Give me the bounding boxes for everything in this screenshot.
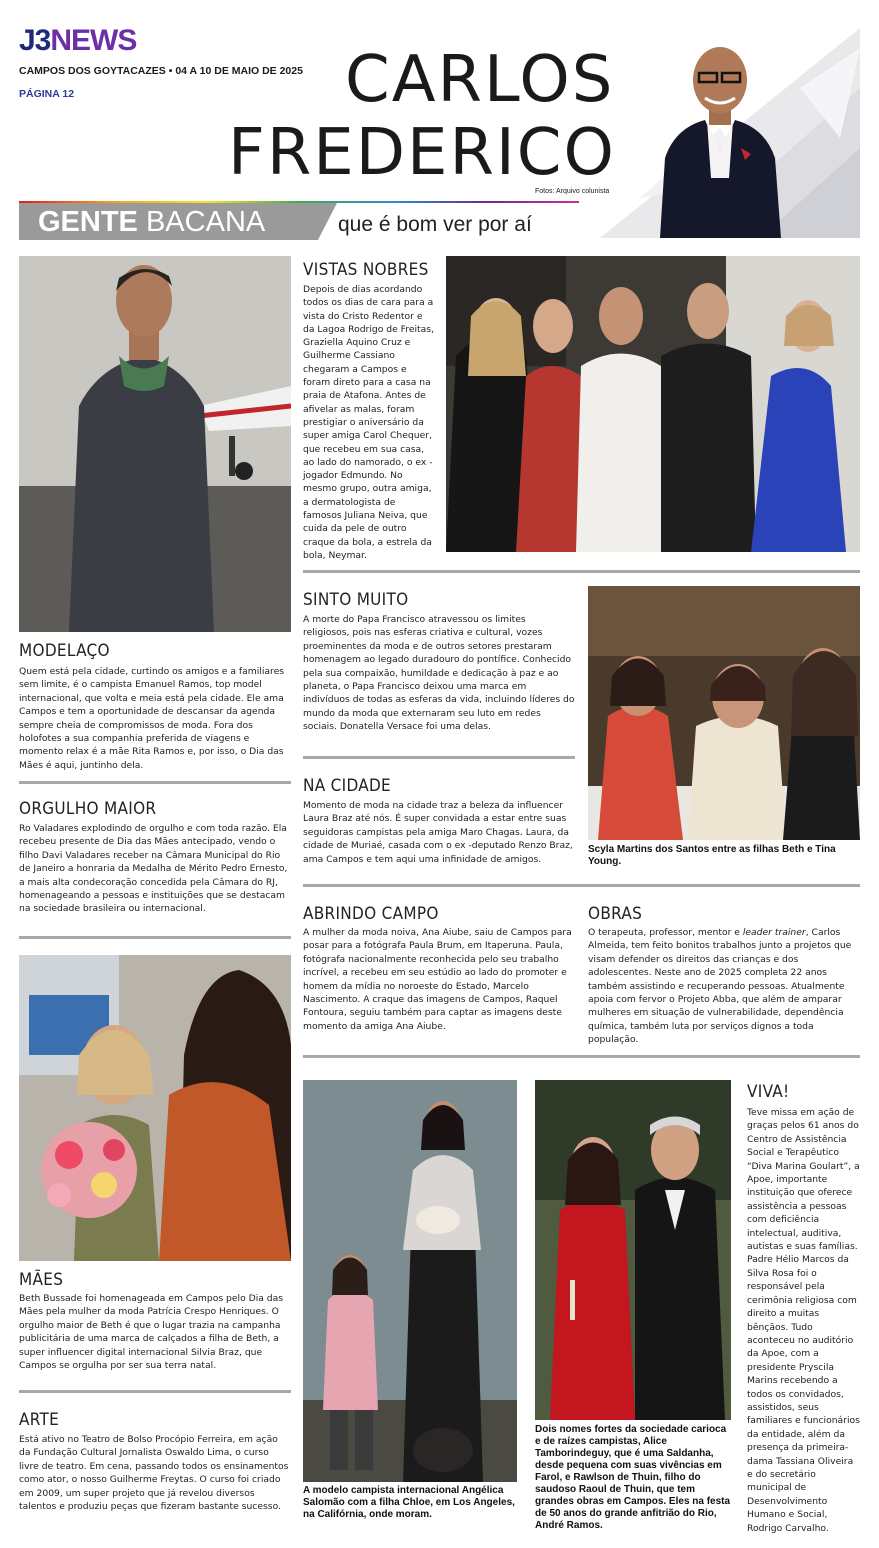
alice-photo [535, 1080, 731, 1420]
abrindo-heading: ABRINDO CAMPO [303, 904, 439, 924]
section-title-bold: GENTE [38, 206, 138, 238]
obras-heading: OBRAS [588, 904, 643, 924]
dateline: CAMPOS DOS GOYTACAZES • 04 A 10 DE MAIO DE 2025 [19, 65, 303, 77]
orgulho-text: Ro Valadares explodindo de orgulho e com toda razão. Ela recebeu presente de Dia das Mães antecipado, vendo o filho Davi Valadares receber na Câmara Municipal do Rio de Janeiro a honraria da Medalha de Mérito Pedro Ernesto, a mais alta condecoração concedida pela Câmara do RJ, homenageando a pessoas e instituições que se destacam na sociedade brasileira ou internacional. [19, 823, 288, 915]
divider [19, 1390, 291, 1393]
logo-j3: J3 [19, 24, 51, 57]
modelaco-heading: MODELAÇO [19, 641, 110, 661]
obras-text-part2: , Carlos Almeida, tem feito bonitos trabalhos junto a projetos que visam defender os direitos das crianças e dos adolescentes. Neste ano de 2025 completa 22 anos também assistindo e recuperando pessoas. Atualmente apoia com fervor o Projeto Abba, que além de amparar mulheres em situação de vulnerabilidade, dependência química, também luta por serviços dignos a toda população. [588, 927, 852, 1046]
page-number: PÁGINA 12 [19, 88, 75, 100]
columnist-first-name: CARLOS [345, 43, 615, 117]
scyla-caption: Scyla Martins dos Santos entre as filhas Beth e Tina Young. [588, 844, 836, 867]
alice-caption: Dois nomes fortes da sociedade carioca e de raízes campistas, Alice Tamborindeguy, que é uma Saldanha, desde pequena com suas vivências em Farol, e Rawlson de Thuin, filho do saudoso Raoul de Thuin, que tem grandes obras em Campos. Eles na festa de 50 anos do grande anfitrião do Rio, André Ramos. [535, 1424, 731, 1531]
scyla-photo [588, 586, 860, 840]
angelica-photo [303, 1080, 517, 1482]
vistas-group-photo [446, 256, 860, 552]
columnist-portrait [655, 28, 785, 238]
divider [303, 756, 575, 759]
obras-text-emphasis: leader trainer [742, 927, 806, 938]
abrindo-text: A mulher da moda noiva, Ana Aiube, saiu de Campos para posar para a fotógrafa Paula Brum, em Itaperuna. Paula, fotógrafa nacionalmente reconhecida pelo seu trabalho incrível, a recebeu em seu estúdio ao lado do promoter e homem da mídia no noroeste do Estado, Marcelo Nascimento. A craque das imagens de Campos, Raquel Fontoura, seguiu também para captar as imagens deste momento da amiga Ana Aiube. [303, 927, 572, 1032]
divider [303, 1055, 860, 1058]
obras-text [588, 926, 860, 1047]
columnist-last-name: FREDERICO [228, 116, 616, 190]
maes-photo [19, 955, 291, 1261]
j3news-logo [19, 26, 136, 56]
divider [303, 884, 860, 887]
divider [19, 781, 291, 784]
modelaco-text: Quem está pela cidade, curtindo os amigos e a familiares sem limite, é o campista Emanuel Ramos, top model internacional, que volta e meia está pela cidade. Ele ama Campos e tem a oportunidade de descansar da agenda sempre cheia de compromissos de moda. Fora dos holofotes a sua companhia preferida de viagens e momento relax é a mãe Rita Ramos e, por isso, o Dia das Mães é aqui, juntinho dela. [19, 666, 285, 771]
maes-text: Beth Bussade foi homenageada em Campos pelo Dia das Mães pela mulher da moda Patrícia Crespo Henriques. O orgulho maior de Beth é que o lugar trazia na campanha publicitária de uma marca de calçados a filha de Beth, a super influencer digital internacional Silvia Braz, que Campos se orgulha por ser sua terra natal. [19, 1293, 284, 1372]
divider [19, 936, 291, 939]
cidade-text: Momento de moda na cidade traz a beleza da influencer Laura Braz até nós. É super convidada a estar entre suas seguidoras campistas pela amiga Maro Chagas. Laura, da cidade de Muriaé, casada com o ex -deputado Renzo Braz, ama Campos e tem aqui uma infinidade de amigos. [303, 800, 573, 865]
model-photo [19, 256, 291, 632]
orgulho-heading: ORGULHO MAIOR [19, 799, 157, 819]
section-title [38, 205, 265, 239]
vistas-text: Depois de dias acordando todos os dias de cara para a vista do Cristo Redentor e da Lagoa Rodrigo de Freitas, Graziella Aquino Cruz e Guilherme Cassiano chegaram a Campos e foram direto para a casa na praia de Atafona. Antes de afivelar as malas, foram prestigiar o aniversário da super amiga Carol Chequer, que recebeu em sua casa, ao lado do namorado, o ex -jogador Edmundo. No mesmo grupo, outra amiga, a dermatologista de famosos Juliana Neiva, que cuida da pele de outro craque da bola, a estrela da bola, Neymar. [303, 284, 435, 561]
maes-heading: MÃES [19, 1270, 64, 1290]
sinto-text: A morte do Papa Francisco atravessou os limites religiosos, pois nas esferas criativa e cultural, vozes proeminentes da moda e de outros setores prestaram homenagem ao legado duradouro do pontífice. Conhecido pela sua compaixão, humildade e dedicação à paz e ao planeta, o Papa Francisco deixou uma marca em indivíduos de todas as esferas da vida, incluindo líderes do mundo da moda que externaram seu luto em redes sociais. Donatella Versace foi uma delas. [303, 614, 575, 733]
viva-text: Teve missa em ação de graças pelos 61 anos do Centro de Assistência Social e Terapêutico “Diva Marina Goulart”, a Apoe, importante instituição que oferece assistência a pessoas com deficiência intelectual, auditiva, autistas e suas famílias. Padre Hélio Marcos da Silva Rosa foi o responsável pela cerimônia religiosa com direito a muitas bênçãos. Tudo aconteceu no auditório da Apoe, com a presidente Pryscila Marins recebendo a todos os convidados, assistidos, seus familiares e funcionários da entidade, além da presença da primeira-dama Tassiana Oliveira e do secretário municipal de Desenvolvimento Humano e Social, Rodrigo Carvalho. [747, 1107, 860, 1534]
arte-text: Está ativo no Teatro de Bolso Procópio Ferreira, em ação da Fundação Cultural Jornalista Oswaldo Lima, o curso livre de teatro. Em cena, passando todos os ensinamentos como ator, o nosso Guilherme Freytas. O curso foi criado em 2009, um super projeto que já revelou diversos talentos e produziu peças que fizeram bastante sucesso. [19, 1434, 289, 1513]
section-title-light: BACANA [145, 206, 266, 238]
divider [303, 570, 860, 573]
angelica-caption: A modelo campista internacional Angélica Salomão com a filha Chloe, em Los Angeles, na Califórnia, onde moram. [303, 1485, 515, 1520]
rainbow-stripe [19, 201, 579, 203]
section-tagline: que é bom ver por aí [338, 213, 532, 236]
photo-credit: Fotos: Arquivo colunista [535, 188, 610, 195]
vistas-heading: VISTAS NOBRES [303, 260, 429, 280]
viva-heading: VIVA! [747, 1082, 790, 1102]
cidade-heading: NA CIDADE [303, 776, 392, 796]
logo-news: NEWS [50, 24, 137, 57]
obras-text-part1: O terapeuta, professor, mentor e [588, 927, 743, 938]
sinto-heading: SINTO MUITO [303, 590, 409, 610]
arte-heading: ARTE [19, 1410, 60, 1430]
